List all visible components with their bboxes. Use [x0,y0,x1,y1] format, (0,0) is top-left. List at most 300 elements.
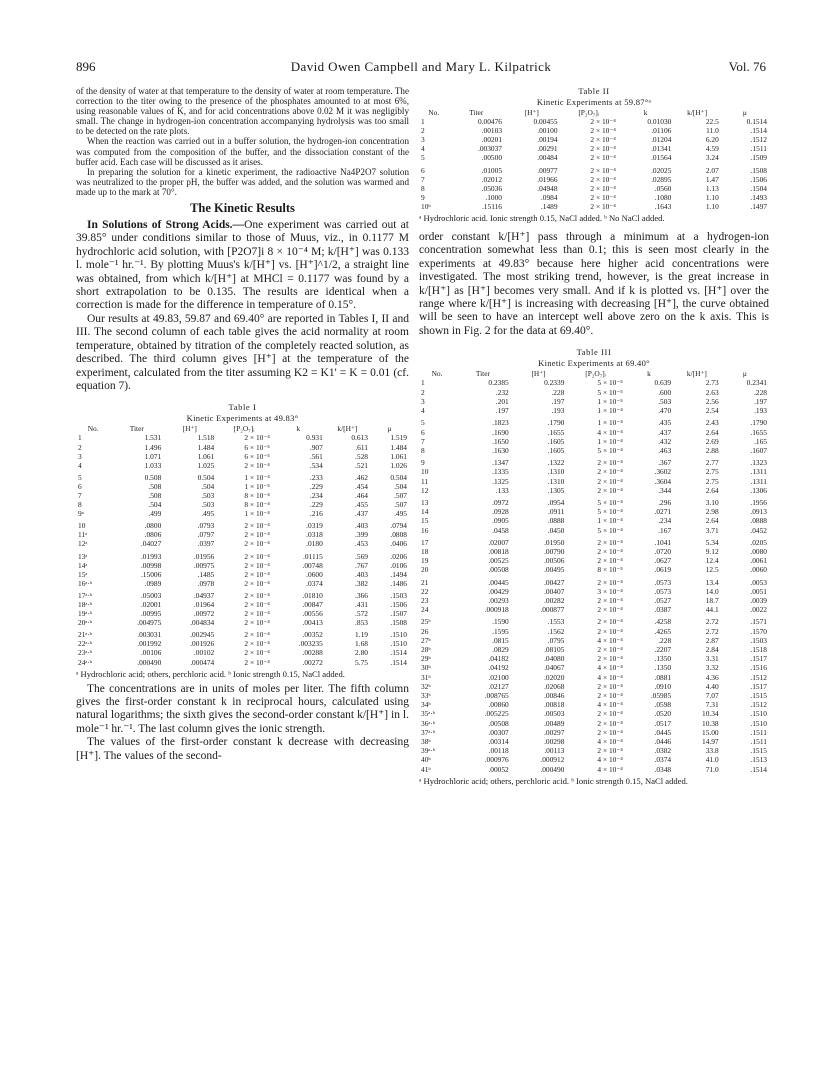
table-cell: 8 × 10⁻⁴ [244,500,270,510]
table-cell: .1570 [750,626,767,636]
table-cell: .05003 [140,590,162,600]
table-cell: .1350 [654,654,672,664]
table-cell: .1493 [750,192,767,202]
table-cell: 2 × 10⁻⁴ [597,577,623,587]
table-cell: .0627 [654,556,672,566]
table-cell: .503 [658,396,672,406]
table-cell: .1511 [750,737,767,746]
table-cell: .1322 [547,458,565,468]
table-cell: .001926 [190,639,215,649]
right-column [419,86,769,786]
table-cell: .0520 [654,709,672,719]
table-cell: 2 × 10⁻⁴ [597,626,623,636]
table-cell: .02007 [488,537,509,547]
table-row [419,495,769,507]
paragraph-preparation: In preparing the solution for a kinetic experiment, the radioactive Na4P2O7 solution was neutralized to the proper pH, the buffer was added, and the solution was warmed and made up to the mark at 70°. [76,166,409,197]
table-cell: 3 [421,135,425,145]
table-cell: 2 × 10⁻⁴ [244,560,270,570]
table-cell: 4.36 [705,672,719,682]
table-cell: 2.56 [705,396,719,406]
table-cell: 0.2339 [544,378,565,388]
table-cell: 3.10 [705,497,719,507]
table-cell: .611 [355,442,368,452]
table-cell: .1513 [750,755,767,765]
table-cell: .1515 [750,746,767,756]
table-cell: .1516 [750,663,767,673]
table-row [76,539,409,548]
table-cell: .3602 [654,467,672,477]
table-cell: 1.025 [197,460,215,470]
table-cell: 1 × 10⁻⁴ [597,436,623,446]
table-cell: 4 × 10⁻⁴ [597,427,623,437]
table-cell: 0.2385 [488,378,509,388]
table-cell: .0206 [390,551,407,561]
table-cell: 2 × 10⁻⁴ [597,617,623,627]
table-cell: .1643 [654,201,672,211]
table-cell: 22.5 [705,117,719,127]
table-cell: .1655 [547,427,565,437]
table-cell: .04080 [544,654,565,664]
table-row [419,415,769,427]
table-cell: 2 × 10⁻⁴ [244,551,270,561]
table-cell: .507 [394,500,407,510]
table-row [76,570,409,579]
table-cell: .00818 [544,700,565,710]
table-cell: .00503 [544,709,565,719]
table-cell: 2.72 [705,626,719,636]
table-cell: 8 [421,183,425,193]
table-cell: 2 × 10⁻⁴ [244,460,270,470]
table-row [419,737,769,746]
table-cell: 2 × 10⁻⁴ [244,648,270,658]
table-cell: 6 [78,481,82,491]
column-header: k [296,424,301,434]
table-cell: .4265 [654,626,672,636]
table-cell: .00293 [488,595,509,605]
table-cell: .008765 [484,690,509,700]
table-cell: .403 [355,521,368,531]
table-cell: .1489 [540,201,558,211]
table-cell: 23ᵃ·ᵇ [78,648,93,658]
table-row [76,482,409,491]
table-cell: 4 × 10⁻⁴ [597,635,623,645]
table-cell: .3604 [654,476,672,486]
table-3-subtitle: Kinetic Experiments at 69.40° [538,358,650,369]
table-cell: .569 [355,551,368,561]
table-cell: 5 × 10⁻⁴ [597,497,623,507]
table-cell: .1511 [750,144,767,154]
column-header: μ [387,424,392,434]
table-cell: .499 [148,509,162,519]
table-cell: 26 [421,626,429,636]
column-header: [P₂O₇]ᵢ [233,424,255,434]
table-cell: .00201 [481,135,503,145]
table-cell: .508 [148,481,162,491]
table-cell: .00118 [488,746,509,756]
table-cell: 14.0 [705,586,719,596]
table-cell: 10ᵇ [421,201,431,211]
table-row [419,596,769,605]
table-cell: 2 × 10⁻⁴ [244,530,270,540]
table-cell: .1512 [750,672,767,682]
table-row [76,561,409,570]
table-cell: .0573 [654,586,672,596]
table-cell: .15116 [481,201,503,211]
table-cell: .229 [309,481,323,491]
table-cell: .167 [658,525,672,535]
table-cell: .1690 [492,427,509,437]
table-cell: 2.75 [705,467,719,477]
table-2-grid [419,108,769,211]
table-cell: .1590 [492,617,509,627]
table-row [419,144,769,153]
table-cell: .437 [355,509,368,519]
table-cell: .1494 [390,569,407,579]
table-cell: .00972 [193,609,215,619]
table-cell: 38ᵇ [421,737,431,746]
table-cell: 8 × 10⁻⁵ [597,565,623,575]
table-cell: .0797 [197,530,215,540]
table-cell: .01993 [140,551,162,561]
table-cell: 3.31 [705,654,719,664]
table-cell: .0888 [547,516,565,526]
table-cell: .0989 [144,578,162,588]
table-row [419,700,769,709]
table-row [419,477,769,486]
table-cell: 2 × 10⁻⁴ [597,556,623,566]
table-cell: .528 [355,451,368,461]
table-cell: 2 × 10⁻⁴ [590,165,616,175]
table-cell: 20ᵃ·ᵇ [78,618,93,628]
table-cell: .1790 [547,418,565,428]
table-cell: .01341 [651,144,672,154]
table-cell: 34ᵇ [421,700,431,710]
table-cell: .1605 [547,445,565,455]
table-cell: .000490 [137,657,162,667]
table-cell: 11ᵃ [78,530,88,540]
table-cell: .234 [309,490,323,500]
table-cell: 22 [421,586,429,596]
table-cell: 2.64 [705,516,719,526]
table-cell: 2.73 [705,378,719,388]
table-cell: .04937 [193,590,215,600]
table-cell: .1350 [654,663,672,673]
table-cell: 1 × 10⁻⁴ [244,509,270,519]
table-cell: .00100 [537,126,558,136]
table-cell: .1514 [390,657,407,667]
table-cell: 2 × 10⁻⁴ [590,174,616,184]
table-cell: .462 [355,472,368,482]
table-cell: 19 [421,556,429,566]
table-cell: .201 [495,396,509,406]
table-cell: 18 [421,546,429,556]
table-cell: .00413 [302,618,323,628]
table-cell: .00298 [544,737,565,746]
table-cell: 2 × 10⁻⁴ [244,433,270,443]
table-cell: 2.77 [705,458,719,468]
table-cell: .0793 [197,521,215,531]
table-cell: .01964 [193,600,215,609]
table-cell: .470 [658,406,672,416]
table-cell: 7.31 [705,700,719,710]
table-cell: .4258 [654,617,672,627]
table-row [76,549,409,561]
table-cell: 5 × 10⁻⁴ [597,507,623,517]
table-cell: 22ᵃ·ᵇ [78,639,93,649]
table-cell: 0.1514 [746,117,767,127]
table-cell: 4 × 10⁻⁴ [597,764,623,774]
table-cell: .00288 [302,648,323,658]
table-cell: .00748 [302,560,323,570]
table-cell: 14 [421,507,429,517]
column-header: No. [428,108,440,117]
table-cell: 4 × 10⁻⁴ [597,672,623,682]
table-cell: .382 [355,578,368,588]
table-cell: .00489 [544,718,565,728]
table-cell: .04067 [544,663,565,673]
table-cell: .464 [355,490,368,500]
table-cell: 7 [78,490,82,500]
table-header-row [76,424,409,433]
table-row [419,117,769,126]
table-cell: 19ᵃ·ᵇ [78,609,93,619]
table-row [419,535,769,547]
table-cell: .0061 [750,556,767,566]
table-row [76,452,409,461]
table-cell: 3 × 10⁻⁴ [597,586,623,596]
table-1-caption: Table I [228,402,257,413]
table-cell: 2.84 [705,644,719,654]
table-row [419,378,769,387]
table-cell: 33.8 [705,746,719,756]
table-cell: .1511 [750,727,767,737]
table-row [76,600,409,609]
table-cell: 1.061 [197,451,215,461]
table-cell: 6 × 10⁻⁵ [244,442,270,452]
table-cell: .399 [355,530,368,540]
table-cell: 2 × 10⁻⁴ [597,681,623,691]
paragraph-strong-acids [76,219,409,313]
table-cell: 1.484 [197,442,215,452]
table-cell: .02012 [481,174,503,184]
table-cell: .0573 [654,577,672,587]
table-row [76,491,409,500]
table-row [419,565,769,574]
table-cell: .233 [309,472,323,482]
table-row [419,728,769,737]
table-cell: 2 × 10⁻⁴ [597,605,623,615]
table-cell: 10 [78,521,86,531]
table-cell: 2 × 10⁻⁴ [597,467,623,477]
table-cell: .1507 [390,609,407,619]
table-cell: 7 [421,174,425,184]
table-cell: 2 × 10⁻⁴ [244,657,270,667]
table-cell: 9.12 [705,546,719,556]
table-cell: 2.80 [355,648,368,658]
table-cell: 2 × 10⁻⁴ [590,135,616,145]
table-cell: 7.07 [705,690,719,700]
table-cell: 14ᵃ [78,560,88,570]
table-cell: 6.20 [705,135,719,145]
table-cell: .1514 [750,764,767,774]
table-row [419,507,769,516]
paragraph-first-order: The values of the first-order constant k decrease with decreasing [H⁺]. The values of the second- [76,736,409,762]
column-header: Titer [469,108,484,117]
table-cell: 1.47 [705,174,719,184]
table-cell: 4 × 10⁻⁴ [597,700,623,710]
table-cell: 0.00455 [533,117,558,127]
table-cell: .1080 [654,192,672,202]
table-cell: .1517 [750,681,767,691]
table-cell: 2 × 10⁻⁴ [590,117,616,127]
table-row [419,175,769,184]
table-cell: 2 × 10⁻⁴ [590,153,616,163]
column-header: k [647,369,651,379]
table-cell: .503 [201,500,215,510]
table-cell: 4 [421,144,425,154]
table-cell: 1 × 10⁻⁴ [597,418,623,428]
table-cell: 4 × 10⁻⁴ [597,663,623,673]
table-cell: 2.63 [705,387,719,397]
table-cell: .00790 [544,546,565,556]
table-cell: .232 [495,387,509,397]
table-cell: .1508 [390,618,407,628]
table-cell: .00282 [544,595,565,605]
table-cell: 11 [421,476,429,486]
table-row [76,500,409,509]
column-header: [H⁺] [531,369,546,379]
table-cell: .0382 [654,746,672,756]
table-cell: 2 × 10⁻⁴ [597,727,623,737]
table-row [419,645,769,654]
table-cell: .00508 [488,718,509,728]
table-cell: .507 [394,490,407,500]
table-row [419,614,769,626]
table-cell: 2.88 [705,445,719,455]
table-cell: .1506 [390,600,407,609]
table-cell: 3 [421,396,425,406]
table-cell: 32ᵇ [421,681,431,691]
table-cell: .0911 [548,507,565,517]
table-cell: .00525 [488,556,509,566]
table-row [419,388,769,397]
table-cell: 18ᵃ·ᵇ [78,600,93,609]
table-cell: .1306 [750,485,767,495]
table-cell: 0.504 [390,472,407,482]
table-cell: 1 × 10⁻⁴ [244,472,270,482]
table-cell: 4.59 [705,144,719,154]
table-cell: 12ᵃ [78,539,88,549]
table-cell: .437 [658,427,672,437]
table-cell: 5 × 10⁻⁵ [597,387,623,397]
table-cell: .000877 [540,605,565,615]
table-cell: 40ᵇ [421,755,431,765]
table-cell: .02895 [651,174,672,184]
table-1-footnote: ᵃ Hydrochloric acid; others, perchloric acid. ᵇ Ionic strength 0.15, NaCl added. [76,668,345,679]
table-cell: .0450 [547,525,565,535]
table-cell: 1.071 [144,451,162,461]
table-cell: .0972 [492,497,509,507]
table-cell: 1 [421,117,425,127]
table-cell: .853 [355,618,368,628]
table-cell: 3.71 [705,525,719,535]
table-cell: 2 × 10⁻⁴ [590,126,616,136]
table-row [419,406,769,415]
table-cell: 36ᵃ·ᵇ [421,718,436,728]
table-row [419,755,769,764]
table-3 [419,347,769,786]
table-cell: .0374 [654,755,672,765]
table-cell: 0.504 [197,472,215,482]
table-cell: .0910 [654,681,672,691]
table-cell: .0051 [750,586,767,596]
table-cell: .0446 [654,737,672,746]
table-cell: .0039 [750,595,767,605]
table-3-grid [419,369,769,774]
table-cell: 2 × 10⁻⁴ [597,746,623,756]
table-cell: .01966 [537,174,558,184]
table-1-grid [76,424,409,666]
table-row [419,691,769,700]
table-cell: 12.5 [705,565,719,575]
table-cell: .05036 [481,183,503,193]
table-cell: .0829 [492,644,509,654]
table-row [76,588,409,600]
table-cell: 13 [421,497,429,507]
table-cell: .453 [355,539,368,549]
table-row [419,663,769,672]
table-cell: 1.68 [355,639,368,649]
table-cell: .1305 [547,485,565,495]
table-cell: .00113 [544,746,565,756]
table-cell: .1310 [547,476,565,486]
table-cell: .01810 [302,590,323,600]
table-cell: 1.518 [197,433,215,443]
table-cell: .00427 [544,577,565,587]
table-row [419,455,769,467]
table-cell: 4.40 [705,681,719,691]
table-cell: .000918 [484,605,509,615]
table-cell: 9 [421,192,425,202]
table-cell: .228 [658,635,672,645]
table-cell: .0318 [306,530,323,540]
table-cell: 0.01030 [647,117,672,127]
table-cell: .00103 [481,126,503,136]
table-cell: .0600 [306,569,323,579]
table-cell: .01956 [193,551,215,561]
table-cell: .1956 [750,497,767,507]
table-cell: .00445 [488,577,509,587]
table-cell: .00307 [488,727,509,737]
table-cell: .367 [658,458,672,468]
table-cell: .508 [148,490,162,500]
table-cell: .366 [355,590,368,600]
table-cell: 12 [421,485,429,495]
table-cell: 2 × 10⁻⁴ [597,644,623,654]
table-cell: .0808 [390,530,407,540]
table-cell: .534 [309,460,323,470]
table-cell: .296 [658,497,672,507]
table-row [419,428,769,437]
table-cell: .165 [754,436,767,446]
table-cell: .04948 [537,183,558,193]
table-cell: .1323 [750,458,767,468]
table-cell: 2 × 10⁻⁴ [244,609,270,619]
table-2-subtitle: Kinetic Experiments at 59.87°ᵃ [536,97,652,107]
table-cell: 10.34 [702,709,719,719]
table-cell: .01204 [651,135,672,145]
table-cell: 1.033 [144,460,162,470]
